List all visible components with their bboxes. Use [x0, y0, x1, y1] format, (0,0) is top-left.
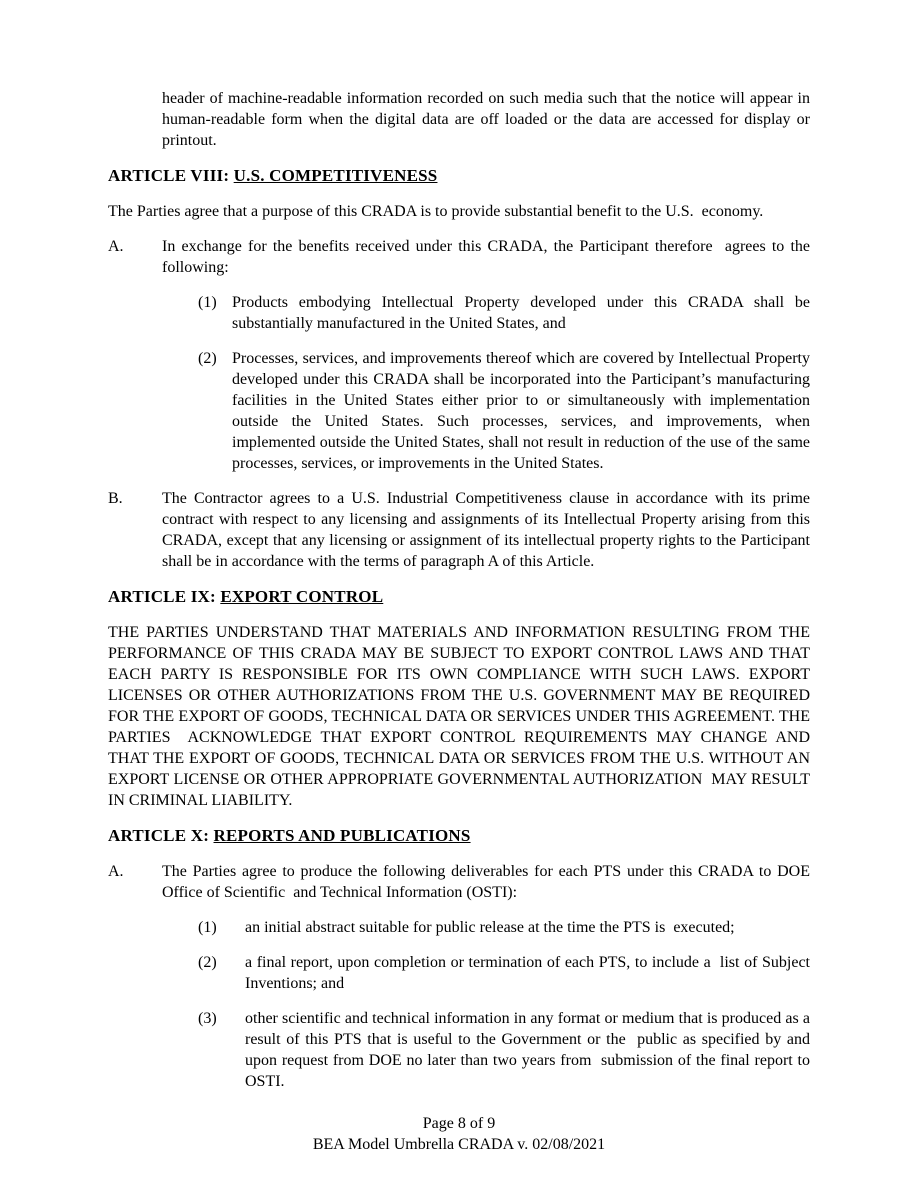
lettered-paragraph — [108, 488, 814, 572]
paragraph: THE PARTIES UNDERSTAND THAT MATERIALS AND INFORMATION RESULTING FROM THE PERFORMANCE OF THIS CRADA MAY BE SUBJECT TO EXPORT CONTROL LAWS AND THAT EACH PARTY IS RESPONSIBLE FOR ITS OWN COMPLIANCE WITH SUCH LAWS. EXPORT LICENSES OR OTHER AUTHORIZATIONS FROM THE U.S. GOVERNMENT MAY BE REQUIRED FOR THE EXPORT OF GOODS, TECHNICAL DATA OR SERVICES UNDER THIS AGREEMENT. THE PARTIES ACKNOWLEDGE THAT EXPORT CONTROL REQUIREMENTS MAY CHANGE AND THAT THE EXPORT OF GOODS, TECHNICAL DATA OR SERVICES FROM THE U.S. WITHOUT AN EXPORT LICENSE OR OTHER APPROPRIATE GOVERNMENTAL AUTHORIZATION MAY RESULT IN CRIMINAL LIABILITY. — [108, 624, 814, 809]
paragraph-text: The Parties agree to produce the following deliverables for each PTS under this CRADA to DOE Office of Scientific and Technical Information (OSTI): — [162, 863, 814, 901]
item-text: Products embodying Intellectual Property developed under this CRADA shall be substantially manufactured in the United States, and — [232, 294, 814, 332]
item-text: an initial abstract suitable for public release at the time the PTS is executed; — [245, 919, 735, 936]
item-label: (2) — [198, 350, 217, 367]
paragraph-text: The Contractor agrees to a U.S. Industrial Competitiveness clause in accordance with its prime contract with respect to any licensing and assignments of its Intellectual Property arising from this CRADA, except that any licensing or assignment of its intellectual property rights to the Participant shall be in accordance with the terms of paragraph A of this Article. — [162, 490, 814, 570]
article-heading — [108, 586, 810, 608]
lettered-paragraph — [108, 861, 814, 903]
lettered-paragraph — [108, 236, 814, 278]
numbered-item — [108, 952, 814, 994]
article-heading-prefix: ARTICLE VIII: — [108, 166, 234, 185]
numbered-item — [108, 917, 810, 938]
article-heading-title: EXPORT CONTROL — [220, 587, 384, 606]
article-heading-prefix: ARTICLE IX: — [108, 587, 221, 606]
paragraph-label: A. — [108, 238, 124, 255]
item-label: (1) — [198, 294, 217, 311]
paragraph-text: In exchange for the benefits received under this CRADA, the Participant therefore agrees to the following: — [162, 238, 814, 276]
item-label: (1) — [198, 919, 217, 936]
document-body — [108, 88, 814, 1106]
article-heading — [108, 165, 810, 187]
paragraph-label: A. — [108, 863, 124, 880]
page-footer — [0, 1113, 918, 1155]
item-text: a final report, upon completion or termination of each PTS, to include a list of Subject Inventions; and — [245, 954, 814, 992]
numbered-item — [108, 1008, 814, 1092]
paragraph: header of machine-readable information recorded on such media such that the notice will appear in human-readable form when the digital data are off loaded or the data are accessed for display or printout. — [162, 90, 814, 149]
item-label: (3) — [198, 1010, 217, 1027]
article-heading-prefix: ARTICLE X: — [108, 826, 214, 845]
article-heading-title: REPORTS AND PUBLICATIONS — [213, 826, 471, 845]
paragraph: The Parties agree that a purpose of this CRADA is to provide substantial benefit to the U.S. economy. — [108, 203, 764, 220]
paragraph-label: B. — [108, 490, 123, 507]
article-heading — [108, 825, 810, 847]
footer-page-number: Page 8 of 9 — [422, 1115, 496, 1132]
numbered-item — [108, 292, 814, 334]
article-heading-title: U.S. COMPETITIVENESS — [233, 166, 438, 185]
item-label: (2) — [198, 954, 217, 971]
item-text: Processes, services, and improvements thereof which are covered by Intellectual Property developed under this CRADA shall be incorporated into the Participant’s manufacturing facilities in the United States either prior to or simultaneously with implementation outside the United States. Such processes, services, and improvements, when implemented outside the United States, shall not result in reduction of the use of the same processes, services, or improvements in the United States. — [232, 350, 814, 472]
numbered-item — [108, 348, 814, 474]
footer-version: BEA Model Umbrella CRADA v. 02/08/2021 — [312, 1136, 606, 1153]
item-text: other scientific and technical information in any format or medium that is produced as a result of this PTS that is useful to the Government or the public as specified by and upon request from DOE no later than two years from submission of the final report to OSTI. — [245, 1010, 814, 1090]
